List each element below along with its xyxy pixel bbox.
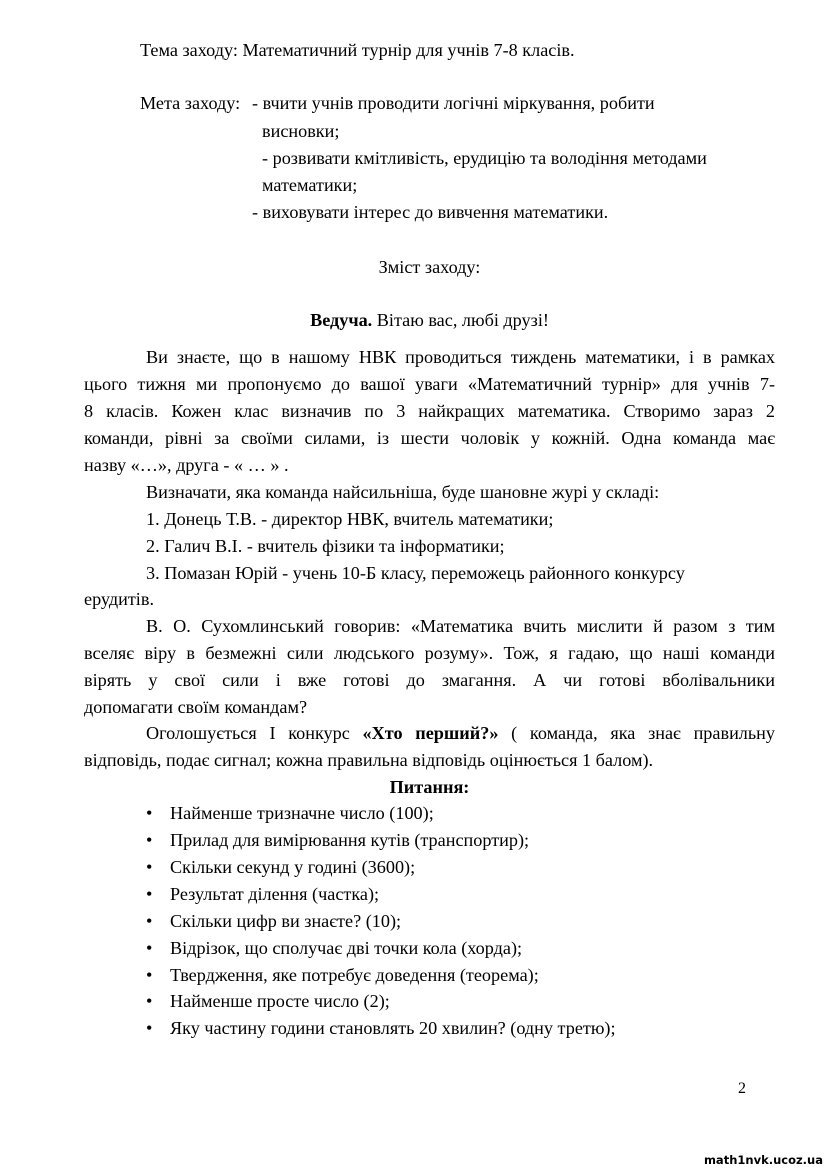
- jury-member-1: 1. Донець Т.В. - директор НВК, вчитель математики;: [146, 509, 554, 529]
- bullet-icon: •: [146, 1018, 153, 1038]
- site-watermark: math1nvk.ucoz.ua: [703, 1153, 823, 1167]
- jury-intro: Визначати, яка команда найсильніша, буде шановне журі у складі:: [146, 482, 660, 502]
- jury-member-3-cont: ерудитів.: [84, 589, 154, 609]
- quote-line-2: вселяє віру в безмежні сили людського розуму». Тож, я гадаю, що наші команди: [84, 643, 775, 663]
- jury-member-2: 2. Галич В.І. - вчитель фізики та інформатики;: [146, 536, 505, 556]
- bullet-icon: •: [146, 991, 153, 1011]
- goal-item-3: - виховувати інтерес до вивчення математики.: [252, 202, 609, 222]
- paragraph1-line-5: назву «…», друга - « … » .: [84, 455, 289, 475]
- quote-line-1: В. О. Сухомлинський говорив: «Математика вчить мислити й разом з тим: [146, 616, 775, 636]
- topic-text: Математичний турнір для учнів 7-8 класів.: [242, 40, 575, 60]
- bullet-icon: •: [146, 938, 153, 958]
- paragraph1-line-4: команди, рівні за своїми силами, із шести чоловік у кожній. Одна команда має: [84, 428, 775, 448]
- goal-label: Мета заходу:: [140, 93, 241, 113]
- bullet-icon: •: [146, 803, 153, 823]
- quote-line-4: допомагати своїм командам?: [84, 697, 308, 717]
- bullet-icon: •: [146, 857, 153, 877]
- topic-line: [140, 40, 575, 61]
- page-number: 2: [738, 1080, 746, 1097]
- speaker-name: Ведуча.: [310, 310, 373, 330]
- paragraph1-line-1: Ви знаєте, що в нашому НВК проводиться тиждень математики, і в рамках: [146, 347, 775, 367]
- goal-item-2-line-1: - розвивати кмітливість, ерудицію та володіння методами: [262, 148, 707, 168]
- jury-member-3: 3. Помазан Юрій - учень 10-Б класу, переможець районного конкурсу: [146, 563, 685, 583]
- host-greeting: [84, 309, 775, 331]
- quote-line-3: вірять у свої сили і вже готові до змагання. А чи готові вболівальники: [84, 670, 775, 690]
- goal-item-2-line-2: математики;: [262, 175, 358, 195]
- contest-pre: Оголошується І конкурс: [146, 723, 363, 743]
- paragraph1-line-3: 8 класів. Кожен клас визначив по 3 найкращих математика. Створимо зараз 2: [84, 401, 775, 421]
- contest-line-2: відповідь, подає сигнал; кожна правильна відповідь оцінюється 1 балом).: [84, 750, 654, 770]
- content-heading: Зміст заходу:: [378, 257, 481, 277]
- paragraph1-line-2: цього тижня ми пропонуємо до вашої уваги «Математичний турнір» для учнів 7-: [84, 374, 775, 394]
- bullet-icon: •: [146, 884, 153, 904]
- greeting-text: Вітаю вас, любі друзі!: [372, 310, 549, 330]
- contest-name: «Хто перший?»: [362, 723, 499, 743]
- bullet-icon: •: [146, 830, 153, 850]
- bullet-icon: •: [146, 965, 153, 985]
- contest-line-1: [84, 722, 775, 744]
- bullet-icon: •: [146, 911, 153, 931]
- topic-label: Тема заходу:: [140, 40, 238, 60]
- goal-item-1-line-1: - вчити учнів проводити логічні міркування, робити: [252, 93, 655, 113]
- contest-post: ( команда, яка знає правильну: [498, 723, 775, 743]
- goal-item-1-line-2: висновки;: [262, 121, 340, 141]
- questions-heading: Питання:: [389, 777, 470, 797]
